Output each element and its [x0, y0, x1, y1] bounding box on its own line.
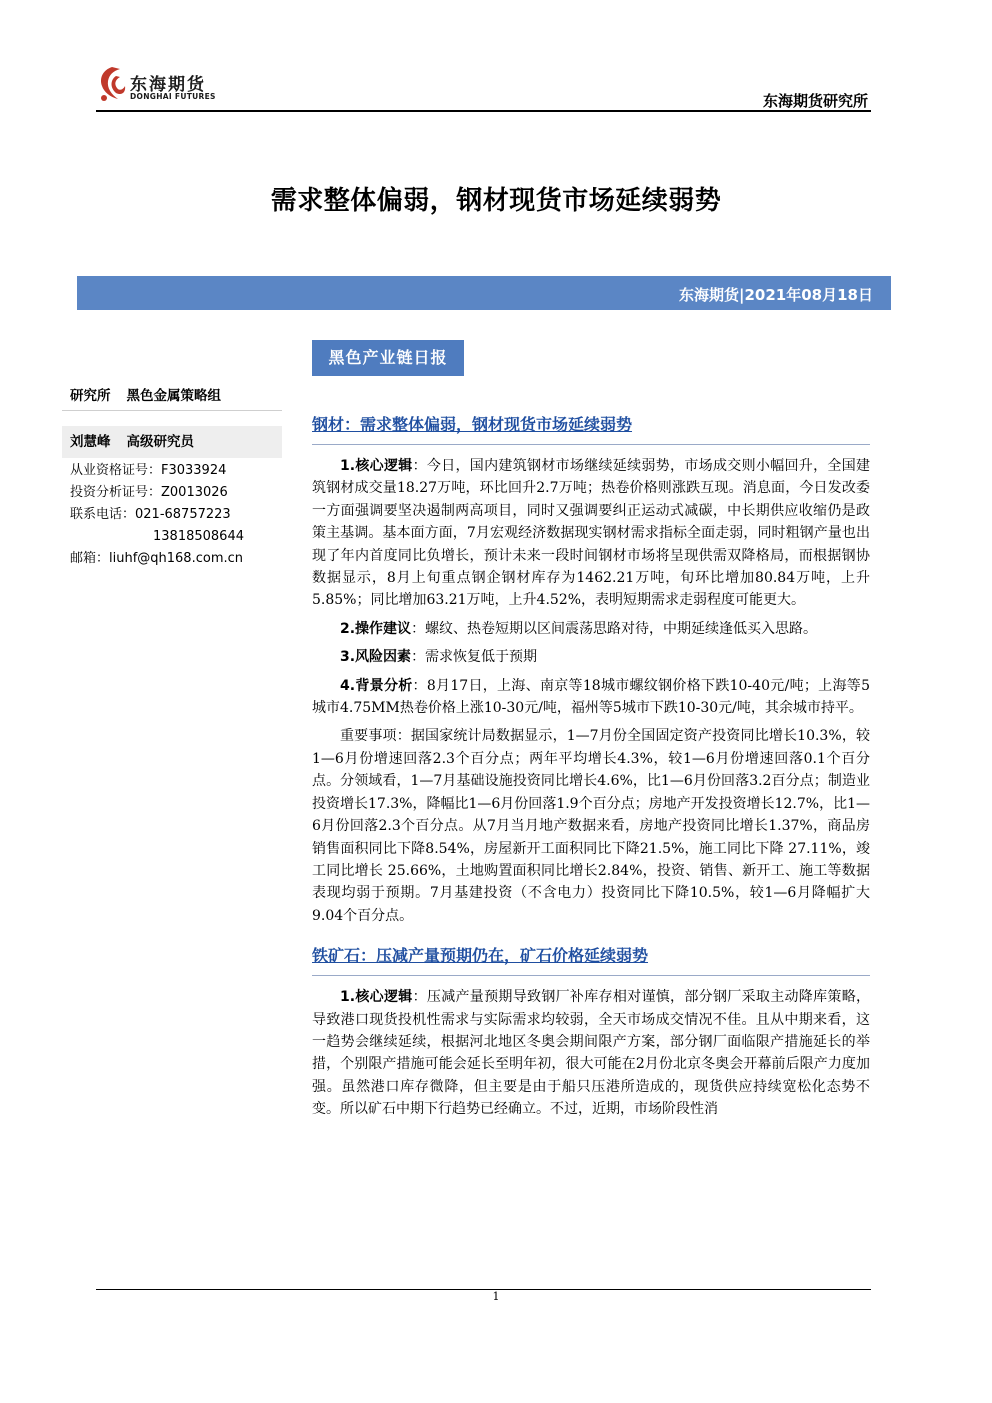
- logo-en-text: DONGHAI FUTURES: [130, 92, 216, 101]
- date-bar: [77, 276, 891, 310]
- para-label: 3.风险因素: [340, 649, 412, 666]
- para-text: ：需求恢复低于预期: [411, 649, 538, 666]
- header-divider: [96, 110, 871, 112]
- section-heading-steel: 钢材：需求整体偏弱，钢材现货市场延续弱势: [312, 412, 870, 445]
- main-content: [312, 412, 870, 1127]
- steel-risk: [312, 646, 870, 668]
- logo-cn-text: 东海期货: [130, 75, 206, 95]
- institute-name: 东海期货研究所: [762, 92, 868, 110]
- mobile-number: 13818508644: [153, 529, 244, 544]
- para-text: ：压减产量预期导致钢厂补库存相对谨慎，部分钢厂采取主动降库策略，导致港口现货投机性需求与实际需求均较弱，全天市场成交情况不佳。且从中期来看，这一趋势会继续延续，根据河北地区冬奥会期间限产方案，部分钢厂面临限产措施延长的举措，个别限产措施可能会延长至明年初，很大可能在2月份北京冬奥会开幕前后限产力度加强。虽然港口库存微降，但主要是由于船只压港所造成的，现货供应持续宽松化态势不变。所以矿石中期下行趋势已经确立。不过，近期，市场阶段性消: [312, 989, 871, 1118]
- author-title: 高级研究员: [126, 434, 194, 450]
- steel-advice: [312, 618, 870, 640]
- para-text: ：今日，国内建筑钢材市场继续延续弱势，市场成交则小幅回升，全国建筑钢材成交量18.27万吨，环比回升2.7万吨；热卷价格则涨跌互现。消息面，今日发改委一方面强调要坚决遏制两高项目，同时又强调要纠正运动式减碳，中长期供应收缩仍是政策主基调。基本面方面，7月宏观经济数据现实钢材需求指标全面走弱，同时粗钢产量也出现了年内首度同比负增长，预计未来一段时间钢材市场将呈现供需双降格局，而根据钢协数据显示，8月上旬重点钢企钢材库存为1462.21万吨，旬环比增加80.84万吨，上升5.85%；同比增加63.21万吨，上升4.52%，表明短期需求走弱程度可能更大。: [312, 458, 871, 609]
- steel-key-events: [312, 725, 870, 927]
- para-text: ：8月17日，上海、南京等18城市螺纹钢价格下跌10-40元/吨；上海等5城市4.75MM热卷价格上涨10-30元/吨，福州等5城市下跌10-30元/吨，其余城市持平。: [312, 677, 870, 717]
- email-address: 邮箱：liuhf@qh168.com.cn: [70, 551, 243, 566]
- sidebar-department: [70, 384, 237, 404]
- page-title: 需求整体偏弱，钢材现货市场延续弱势: [270, 186, 722, 216]
- dept-group: 黑色金属策略组: [126, 388, 221, 404]
- para-text: ：螺纹、热卷短期以区间震荡思路对待，中期延续逢低买入思路。: [411, 620, 818, 637]
- dept-label: 研究所: [70, 388, 111, 404]
- ore-core-logic: [312, 986, 870, 1120]
- para-label: 2.操作建议: [340, 620, 412, 637]
- steel-core-logic: [312, 455, 870, 612]
- company-logo: [96, 64, 236, 108]
- analysis-number: 投资分析证号：Z0013026: [70, 485, 228, 500]
- para-label: 1.核心逻辑: [340, 989, 413, 1006]
- author-name: [70, 430, 210, 450]
- qualification-number: 从业资格证号：F3033924: [70, 463, 227, 478]
- report-type-tag: 黑色产业链日报: [312, 340, 464, 376]
- author-name-text: 刘慧峰: [70, 434, 111, 450]
- para-text: 重要事项：据国家统计局数据显示，1—7月份全国固定资产投资同比增长10.3%，较1—6月份增速回落2.3个百分点；两年平均增长4.3%，较1—6月份增速回落0.1个百分点。分领域看，1—7月基础设施投资同比增长4.6%，比1—6月份回落3.2百分点；制造业投资增长17.3%，降幅比1—6月份回落1.9个百分点；房地产开发投资增长12.7%，比1—6月份回落2.3个百分点。从7月当月地产数据来看，房地产投资同比增长1.37%，商品房销售面积同比下降8.54%，房屋新开工面积同比下降21.5%，施工同比下降 27.11%，竣工同比增长 25.66%，土地购置面积同比增长2.84%，投资、销售、新开工、施工等数据表现均弱于预期。7月基建投资（不含电力）投资同比下降10.5%，较1—6月降幅扩大9.04个百分点。: [312, 728, 870, 924]
- para-label: 1.核心逻辑: [340, 458, 413, 474]
- donghai-logo-icon: [96, 64, 128, 104]
- phone-number: 联系电话：021-68757223: [70, 507, 231, 522]
- date-text: 东海期货|2021年08月18日: [679, 286, 873, 304]
- author-band: [62, 426, 282, 458]
- sidebar-divider: [62, 410, 282, 411]
- author-contact: [70, 460, 244, 570]
- section-heading-iron-ore: 铁矿石：压减产量预期仍在，矿石价格延续弱势: [312, 943, 870, 976]
- para-label: 4.背景分析: [340, 677, 413, 694]
- steel-background: [312, 675, 870, 720]
- page-number: 1: [492, 1290, 500, 1303]
